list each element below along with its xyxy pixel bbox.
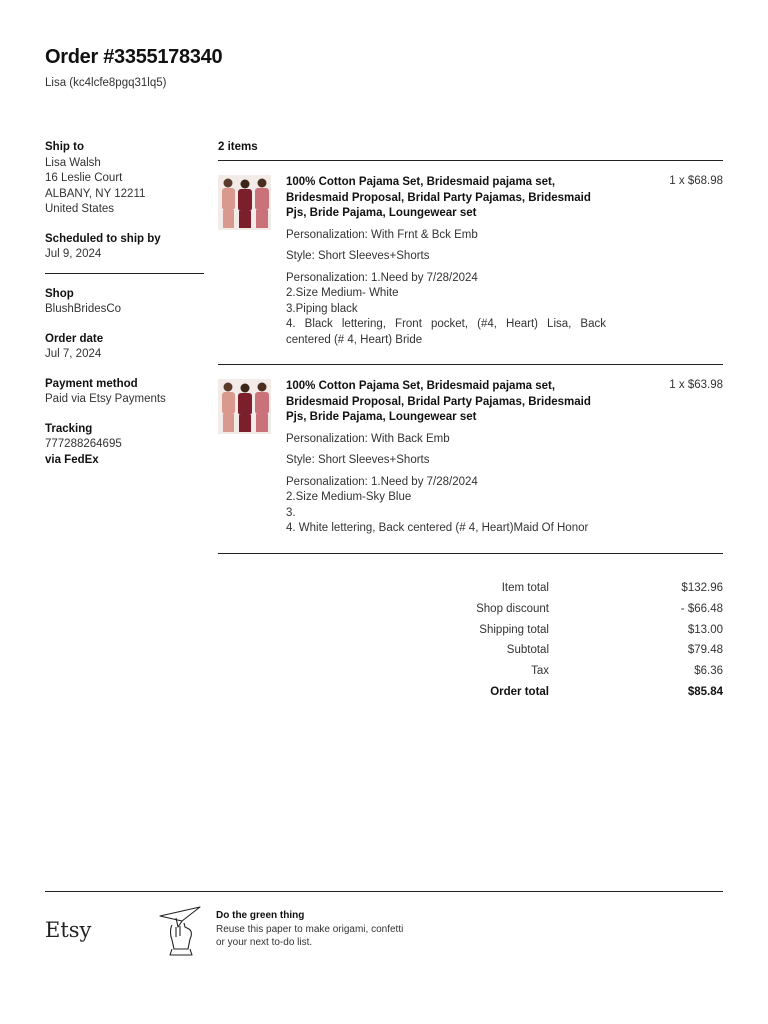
total-label: Shipping total (479, 623, 549, 636)
total-label: Item total (501, 582, 549, 594)
total-value: $13.00 (687, 623, 723, 636)
items-section (218, 140, 723, 554)
items-count: 2 items (218, 141, 258, 153)
total-row-shop-discount (218, 603, 723, 624)
scheduled-value: Jul 9, 2024 (45, 248, 102, 260)
green-title: Do the green thing (216, 910, 305, 921)
item-detail-line: Personalization: 1.Need by 7/28/2024 (286, 271, 478, 284)
line-item (218, 365, 723, 553)
item-name[interactable]: 100% Cotton Pajama Set, Bridesmaid pajama set, Bridesmaid Proposal, Bridal Party Pajamas, Bridesmaid Pjs, Bride Pajama, Loungewear set (286, 176, 591, 219)
product-thumbnail (218, 379, 271, 434)
item-detail-line: 3. (286, 506, 296, 519)
item-description (286, 175, 606, 348)
tracking-carrier: via FedEx (45, 453, 99, 466)
item-qty-price: 1 x $68.98 (669, 175, 723, 187)
ship-to-line: United States (45, 203, 115, 215)
order-date-value: Jul 7, 2024 (45, 348, 102, 360)
payment-label: Payment method (45, 377, 138, 390)
scheduled-block (45, 232, 205, 263)
order-sidebar (45, 140, 205, 482)
payment-block (45, 377, 205, 408)
paper-plane-hand-icon (158, 905, 202, 957)
total-value: $6.36 (694, 665, 723, 678)
total-row-order-total (218, 686, 723, 707)
ship-to-line: ALBANY, NY 12211 (45, 187, 146, 200)
item-detail-line: 3.Piping black (286, 302, 358, 315)
green-line: Reuse this paper to make origami, confetti (216, 923, 404, 935)
total-label: Order total (490, 685, 549, 698)
total-label: Subtotal (506, 644, 549, 657)
item-detail-line: Personalization: 1.Need by 7/28/2024 (286, 475, 478, 488)
item-detail-line: 4. Black lettering, Front pocket, (#4, Heart) Lisa, Back centered (# 4, Heart) Bride (286, 318, 606, 346)
order-totals (218, 582, 723, 707)
tracking-block (45, 422, 205, 469)
ship-to-block (45, 140, 205, 218)
green-line: or your next to-do list. (216, 937, 313, 948)
footer-divider (45, 891, 723, 892)
total-value: - $66.48 (680, 602, 723, 615)
item-qty-price: 1 x $63.98 (669, 379, 723, 391)
total-label: Tax (531, 665, 549, 678)
ship-to-line: Lisa Walsh (45, 156, 101, 169)
item-details (286, 271, 606, 349)
total-value: $132.96 (681, 582, 723, 594)
shop-block (45, 287, 205, 318)
item-name[interactable]: 100% Cotton Pajama Set, Bridesmaid pajama set, Bridesmaid Proposal, Bridal Party Pajamas, Bridesmaid Pjs, Bride Pajama, Loungewear set (286, 380, 591, 423)
green-message (216, 909, 403, 950)
item-detail-line: 4. White lettering, Back centered (# 4, Heart)Maid Of Honor (286, 522, 589, 534)
item-personalization: Personalization: With Frnt & Bck Emb (286, 228, 478, 241)
etsy-logo: Etsy (45, 918, 92, 942)
item-details (286, 475, 606, 537)
total-label: Shop discount (476, 602, 549, 615)
items-divider (218, 553, 723, 554)
shop-label: Shop (45, 287, 74, 300)
tracking-label: Tracking (45, 422, 93, 435)
buyer-name: Lisa (kc4lcfe8pgq31lq5) (45, 77, 167, 89)
total-row-tax (218, 665, 723, 686)
order-date-block (45, 332, 205, 363)
scheduled-label: Scheduled to ship by (45, 232, 161, 245)
item-style: Style: Short Sleeves+Shorts (286, 454, 430, 466)
sidebar-divider (45, 273, 204, 274)
line-item (218, 161, 723, 364)
item-personalization: Personalization: With Back Emb (286, 432, 450, 445)
total-value: $85.84 (687, 685, 723, 698)
item-detail-line: 2.Size Medium- White (286, 287, 399, 299)
product-thumbnail (218, 175, 271, 230)
ship-to-line: 16 Leslie Court (45, 172, 123, 184)
total-row-shipping (218, 624, 723, 645)
total-value: $79.48 (687, 644, 723, 657)
order-title: Order #3355178340 (45, 46, 223, 68)
item-style: Style: Short Sleeves+Shorts (286, 250, 430, 262)
item-description (286, 379, 606, 537)
tracking-number: 777288264695 (45, 438, 122, 450)
item-detail-line: 2.Size Medium-Sky Blue (286, 491, 412, 503)
payment-value: Paid via Etsy Payments (45, 393, 166, 405)
order-date-label: Order date (45, 332, 104, 345)
shop-value: BlushBridesCo (45, 303, 122, 315)
total-row-subtotal (218, 644, 723, 665)
ship-to-label: Ship to (45, 141, 84, 153)
total-row-item-total (218, 582, 723, 603)
